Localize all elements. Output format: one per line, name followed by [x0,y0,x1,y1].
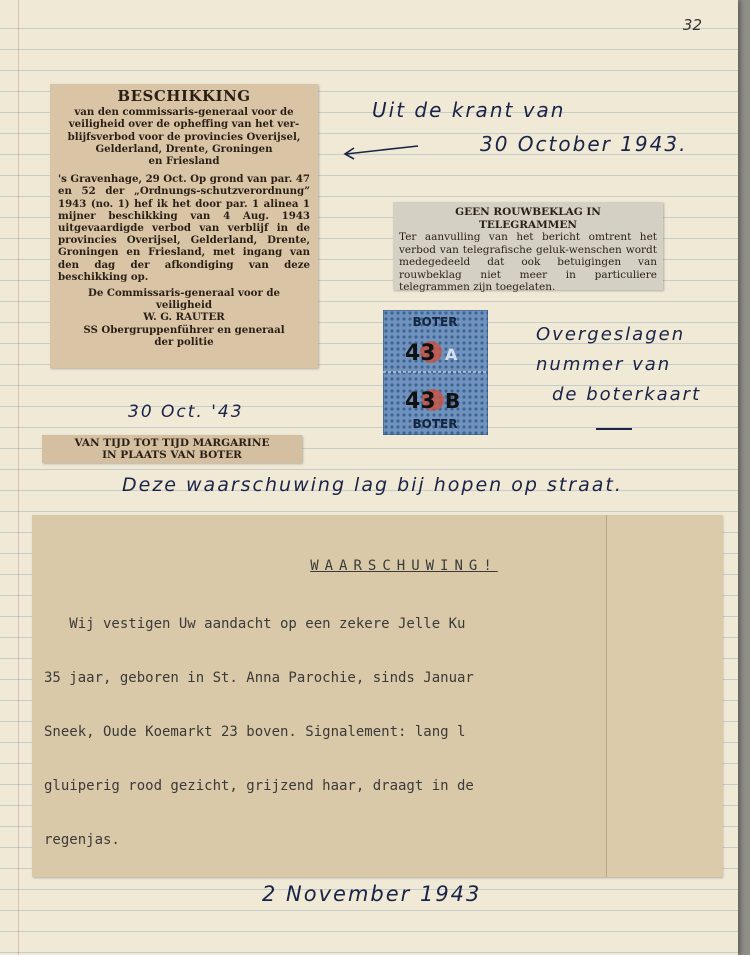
margin-line [18,0,19,955]
clipping-subtitle [58,106,310,167]
subtitle-line: Gelderland, Drente, Groningen [95,142,273,155]
clipping-body: 's Gravenhage, 29 Oct. Op grond van par. 47 en 52 der „Ordnungs-schutzverordnung” 1943 (no. 1) hef ik het door par. 1 alinea 1 mijner beschikking van 4 Aug. 1943 uitgevaardigde verbod van verblijf in de provincies Overijsel, Gelderland, Drente, Groningen en Friesland, met ingang van den dag der afkondiging van deze beschikking op. [58,173,310,283]
clipping-line: IN PLAATS VAN BOTER [102,449,242,461]
typed-text [44,521,624,877]
subtitle-line: van den commissaris-generaal voor de [74,106,294,119]
clipping-title: GEEN ROUWBEKLAG IN [455,206,601,218]
coupon-bottom-word: BOTER [412,417,458,431]
clipping-title: BESCHIKKING [117,87,251,105]
clipping-title: TELEGRAMMEN [479,218,577,231]
signature-line: SS Obergruppenführer en generaal [83,323,285,336]
clipping-signature [58,287,310,348]
handwritten-warning-note: Deze waarschuwing lag bij hopen op straat. [122,474,623,496]
signature-line: W. G. RAUTER [143,311,225,324]
handwritten-note-line: nummer van [536,354,672,375]
typed-title: WAARSCHUWING! [310,558,498,574]
arrow-left-icon [340,140,420,160]
clipping-margarine [42,435,302,463]
handwritten-note-source: Uit de krant van [372,98,566,122]
clipping-rouwbeklag [393,202,663,293]
typed-line: gluiperig rood gezicht, grijzend haar, draagt in de [44,778,474,794]
coupon-graphic [383,310,488,435]
clipping-beschikking [50,84,318,368]
signature-line: De Commissaris-generaal voor de [88,287,280,300]
coupon-top-word: BOTER [412,315,458,329]
handwritten-date: 30 Oct. '43 [128,402,244,422]
subtitle-line: blijfsverbod voor de provincies Overijsel, [67,130,301,143]
handwritten-note-line: de boterkaart [552,384,702,405]
subtitle-line: en Friesland [148,155,220,168]
coupon-bottom-number: 43 [405,389,436,414]
coupon-top-letter: A [445,345,458,364]
typed-line: 35 jaar, geboren in St. Anna Parochie, sinds Januar [44,670,474,686]
signature-line: der politie [154,335,214,348]
typed-line: Sneek, Oude Koemarkt 23 boven. Signalement: lang l [44,724,466,740]
handwritten-underline [596,428,632,430]
typed-line: Wij vestigen Uw aandacht op een zekere Jelle Ku [44,616,466,632]
handwritten-note-date: 30 October 1943. [480,132,688,156]
clipping-line: VAN TIJD TOT TIJD MARGARINE [74,437,270,449]
signature-line: veiligheid [155,299,213,312]
coupon-top-number: 43 [405,341,436,366]
subtitle-line: veiligheid over de opheffing van het ver- [68,118,300,131]
coupon-bottom-letter: B [445,389,461,413]
handwritten-date: 2 November 1943 [262,882,482,906]
butter-coupon-stamp [383,310,488,435]
handwritten-note-line: Overgeslagen [536,324,686,345]
clipping-body: Ter aanvulling van het bericht omtrent het verbod van telegrafische geluk-wenschen wordt medegedeeld dat ook betuigingen van rouwbeklag niet meer in particuliere telegrammen zijn toegelaten. [399,231,657,293]
paper-flap [606,515,723,877]
typed-line: regenjas. [44,832,120,848]
page-number: 32 [682,16,702,34]
